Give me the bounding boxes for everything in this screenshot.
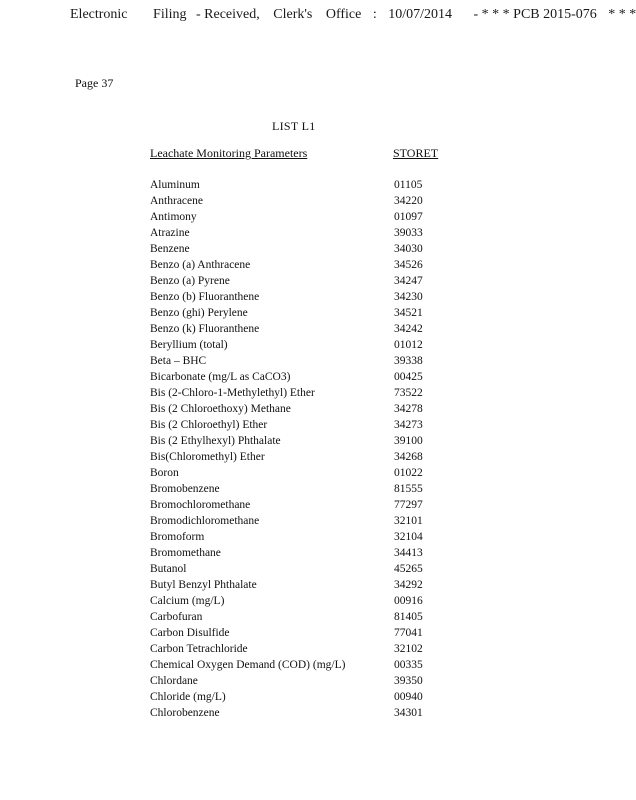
- parameter-name: Benzo (ghi) Perylene: [150, 307, 248, 319]
- table-row: [150, 497, 470, 513]
- table-row: [150, 481, 470, 497]
- parameter-name: Butanol: [150, 563, 187, 575]
- parameter-name: Bis (2-Chloro-1-Methylethyl) Ether: [150, 387, 315, 399]
- storet-code: 77041: [394, 627, 423, 639]
- table-row: [150, 417, 470, 433]
- table-row: [150, 209, 470, 225]
- table-row: [150, 625, 470, 641]
- parameter-name: Bicarbonate (mg/L as CaCO3): [150, 371, 291, 383]
- parameter-name: Antimony: [150, 211, 197, 223]
- table-row: [150, 449, 470, 465]
- storet-code: 34526: [394, 259, 423, 271]
- storet-code: 34521: [394, 307, 423, 319]
- storet-code: 34230: [394, 291, 423, 303]
- table-row: [150, 177, 470, 193]
- table-row: [150, 657, 470, 673]
- table-row: [150, 321, 470, 337]
- table-row: [150, 193, 470, 209]
- page-number: Page 37: [75, 76, 114, 90]
- parameter-name: Bis (2 Ethylhexyl) Phthalate: [150, 435, 281, 447]
- parameter-name: Carbon Tetrachloride: [150, 643, 248, 655]
- parameter-name: Carbofuran: [150, 611, 203, 623]
- storet-code: 34220: [394, 195, 423, 207]
- storet-code: 34030: [394, 243, 423, 255]
- parameter-name: Bis (2 Chloroethyl) Ether: [150, 419, 268, 431]
- parameter-name: Chlorobenzene: [150, 707, 220, 719]
- parameter-name: Bromoform: [150, 531, 205, 543]
- storet-code: 34301: [394, 707, 423, 719]
- table-row: [150, 545, 470, 561]
- list-title: LIST L1: [272, 119, 316, 133]
- storet-code: 34247: [394, 275, 423, 287]
- table-row: [150, 465, 470, 481]
- table-row: [150, 689, 470, 705]
- table-row: [150, 705, 470, 721]
- storet-code: 77297: [394, 499, 423, 511]
- table-row: [150, 577, 470, 593]
- storet-code: 34413: [394, 547, 423, 559]
- parameter-name: Benzo (k) Fluoranthene: [150, 323, 260, 335]
- parameter-name: Chemical Oxygen Demand (COD) (mg/L): [150, 659, 346, 671]
- storet-code: 01012: [394, 339, 423, 351]
- parameter-name: Bromomethane: [150, 547, 221, 559]
- parameter-name: Bromochloromethane: [150, 499, 251, 511]
- storet-code: 81555: [394, 483, 423, 495]
- table-row: [150, 641, 470, 657]
- stamp-word: Filing: [153, 7, 187, 22]
- storet-code: 00916: [394, 595, 423, 607]
- storet-code: 00940: [394, 691, 423, 703]
- parameter-name: Benzene: [150, 243, 190, 255]
- storet-code: 00335: [394, 659, 423, 671]
- parameter-name: Chlordane: [150, 675, 198, 687]
- stamp-word: Office: [325, 7, 362, 22]
- parameter-name: Atrazine: [150, 227, 190, 239]
- stamp-case-number: - * * * PCB 2015-076: [473, 7, 597, 22]
- storet-code: 39338: [394, 355, 423, 367]
- parameter-name: Benzo (b) Fluoranthene: [150, 291, 260, 303]
- table-row: [150, 337, 470, 353]
- table-row: [150, 529, 470, 545]
- filing-stamp-header: [70, 7, 636, 23]
- parameter-name: Boron: [150, 467, 179, 479]
- parameter-column-header: Leachate Monitoring Parameters: [150, 146, 308, 160]
- storet-code: 73522: [394, 387, 423, 399]
- parameter-list: [150, 177, 470, 721]
- storet-code: 34268: [394, 451, 423, 463]
- table-row: [150, 305, 470, 321]
- storet-code: 01105: [394, 179, 423, 191]
- storet-code: 32104: [394, 531, 423, 543]
- storet-code: 32101: [394, 515, 423, 527]
- table-row: [150, 385, 470, 401]
- stamp-word: :: [372, 7, 377, 22]
- table-row: [150, 401, 470, 417]
- parameter-name: Bromobenzene: [150, 483, 220, 495]
- table-row: [150, 433, 470, 449]
- storet-code: 32102: [394, 643, 423, 655]
- table-row: [150, 273, 470, 289]
- parameter-name: Bis (2 Chloroethoxy) Methane: [150, 403, 291, 415]
- parameter-name: Carbon Disulfide: [150, 627, 230, 639]
- storet-code: 39033: [394, 227, 423, 239]
- stamp-word: - Received,: [196, 7, 260, 22]
- parameter-name: Butyl Benzyl Phthalate: [150, 579, 257, 591]
- parameter-name: Bromodichloromethane: [150, 515, 260, 527]
- parameter-name: Beta – BHC: [150, 355, 207, 367]
- storet-code: 39100: [394, 435, 423, 447]
- parameter-name: Benzo (a) Pyrene: [150, 275, 230, 287]
- storet-code: 34278: [394, 403, 423, 415]
- parameter-name: Aluminum: [150, 179, 200, 191]
- table-row: [150, 257, 470, 273]
- parameter-name: Bis(Chloromethyl) Ether: [150, 451, 265, 463]
- table-row: [150, 369, 470, 385]
- stamp-word: Clerk's: [273, 7, 313, 22]
- table-row: [150, 593, 470, 609]
- table-row: [150, 241, 470, 257]
- table-row: [150, 353, 470, 369]
- parameter-name: Chloride (mg/L): [150, 691, 226, 703]
- table-row: [150, 673, 470, 689]
- parameter-name: Calcium (mg/L): [150, 595, 225, 607]
- stamp-word: Electronic: [70, 7, 128, 22]
- table-row: [150, 609, 470, 625]
- table-row: [150, 513, 470, 529]
- table-row: [150, 289, 470, 305]
- table-row: [150, 225, 470, 241]
- stamp-date: 10/07/2014: [388, 7, 452, 22]
- parameter-name: Benzo (a) Anthracene: [150, 259, 251, 271]
- storet-code: 01097: [394, 211, 423, 223]
- storet-code: 00425: [394, 371, 423, 383]
- parameter-name: Anthracene: [150, 195, 203, 207]
- storet-code: 39350: [394, 675, 423, 687]
- storet-code: 01022: [394, 467, 423, 479]
- storet-code: 81405: [394, 611, 423, 623]
- table-row: [150, 561, 470, 577]
- stamp-word: * * *: [608, 7, 636, 22]
- storet-code: 34242: [394, 323, 423, 335]
- storet-code: 45265: [394, 563, 423, 575]
- storet-column-header: STORET: [393, 146, 439, 160]
- parameter-name: Beryllium (total): [150, 339, 228, 351]
- storet-code: 34273: [394, 419, 423, 431]
- storet-code: 34292: [394, 579, 423, 591]
